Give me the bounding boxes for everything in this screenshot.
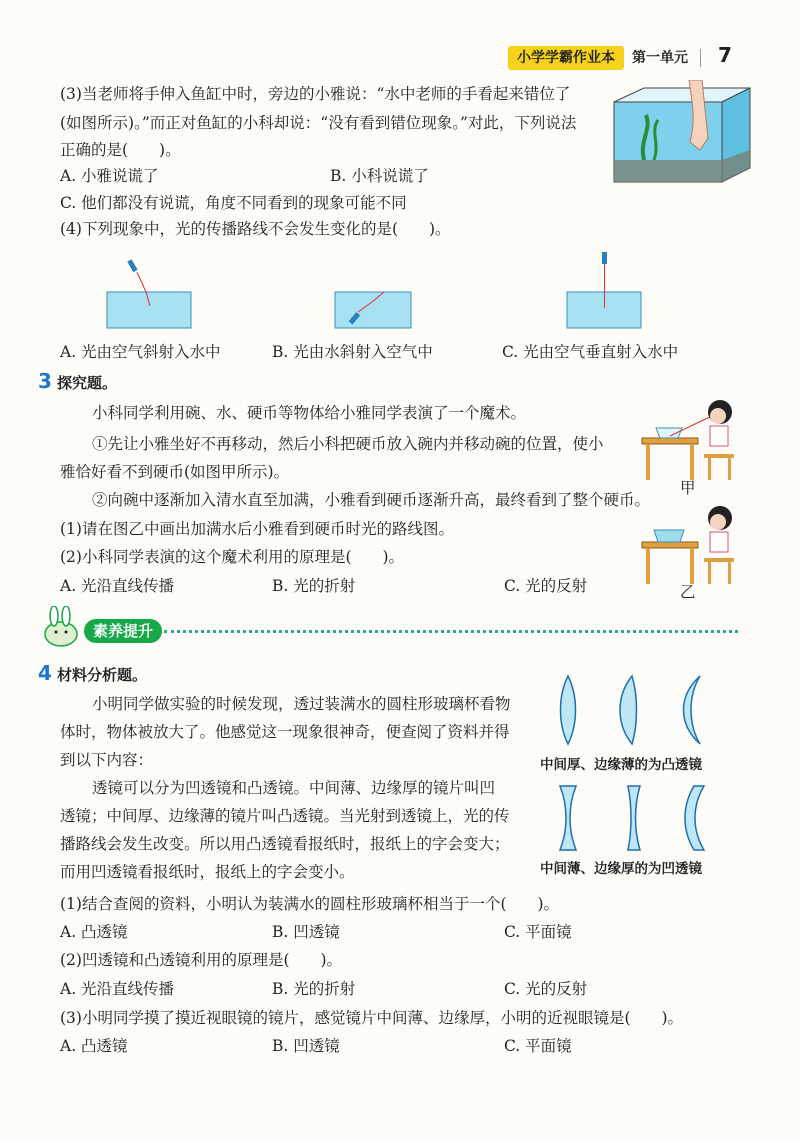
sec3-option-c[interactable]: C. 光的反射 [504, 577, 588, 595]
sec4-paragraph-1b: 体时，物体被放大了。他感觉这一现象很神奇，便查阅了资料并得 [60, 723, 510, 741]
convex-lens-caption: 中间厚、边缘薄的为凸透镜 [540, 757, 702, 773]
sec4-paragraph-2b: 透镜；中间厚、边缘薄的镜片叫凸透镜。当光射到透镜上，光的传 [60, 807, 510, 825]
q3-stem-line3: 正确的是( )。 [60, 141, 181, 159]
sec4-q3-option-a[interactable]: A. 凸透镜 [60, 1037, 128, 1055]
sec4-q1-option-b[interactable]: B. 凹透镜 [272, 923, 340, 941]
figure-yi-illustration [638, 496, 738, 588]
sec4-paragraph-2d: 而用凹透镜看报纸时，报纸上的字会变小。 [60, 863, 355, 881]
sec4-q3-option-c[interactable]: C. 平面镜 [504, 1037, 572, 1055]
q3-option-c[interactable]: C. 他们都没有说谎，角度不同看到的现象可能不同 [60, 194, 407, 212]
sec3-question-2: (2)小科同学表演的这个魔术利用的原理是( )。 [60, 548, 405, 566]
q3-stem-line2: (如图所示)。”而正对鱼缸的小科却说：“没有看到错位现象。”对此，下列说法 [60, 114, 577, 132]
diagram-b-water-to-air [334, 254, 414, 330]
sec3-option-a[interactable]: A. 光沿直线传播 [60, 577, 175, 595]
rabbit-mascot-icon [36, 606, 86, 648]
sec4-q2-option-b[interactable]: B. 光的折射 [272, 980, 356, 998]
section-banner-label: 素养提升 [84, 619, 162, 643]
figure-yi-label: 乙 [680, 583, 696, 601]
q4-stem: (4)下列现象中，光的传播路线不会发生变化的是( )。 [60, 220, 451, 238]
figure-jia-illustration [638, 392, 738, 484]
sec4-paragraph-1c: 到以下内容： [60, 751, 154, 769]
sec4-question-1: (1)结合查阅的资料，小明认为装满水的圆柱形玻璃杯相当于一个( )。 [60, 895, 560, 913]
q4-option-c[interactable]: C. 光由空气垂直射入水中 [502, 343, 679, 361]
sec4-question-3: (3)小明同学摸了摸近视眼镜的镜片，感觉镜片中间薄、边缘厚，小明的近视眼镜是( )。 [60, 1009, 684, 1027]
sec3-paragraph-3: ②向碗中逐渐加入清水直至加满，小雅看到硬币逐渐升高，最终看到了整个硬币。 [92, 491, 651, 509]
sec4-paragraph-2a: 透镜可以分为凹透镜和凸透镜。中间薄、边缘厚的镜片叫凹 [92, 779, 496, 797]
sec3-question-1: (1)请在图乙中画出加满水后小雅看到硬币时光的路线图。 [60, 520, 454, 538]
sec4-q2-option-c[interactable]: C. 光的反射 [504, 980, 588, 998]
diagram-c-vertical [566, 250, 642, 330]
section-3-number: 3 [38, 369, 52, 393]
sec4-paragraph-2c: 播路线会发生改变。所以用凸透镜看报纸时，报纸上的字会变大； [60, 835, 510, 853]
sec4-question-2: (2)凹透镜和凸透镜利用的原理是( )。 [60, 951, 343, 969]
sec4-paragraph-1a: 小明同学做实验的时候发现，透过装满水的圆柱形玻璃杯看物 [92, 695, 511, 713]
sec3-paragraph-2b: 雅恰好看不到硬币(如图甲所示)。 [60, 463, 290, 481]
section-3-title: 探究题。 [57, 374, 118, 392]
concave-lenses-illustration [548, 784, 728, 854]
unit-label: 第一单元 [632, 50, 688, 66]
fish-tank-illustration [604, 80, 752, 186]
concave-lens-caption: 中间薄、边缘厚的为凹透镜 [540, 861, 702, 877]
sec3-paragraph-1: 小科同学利用碗、水、硬币等物体给小雅同学表演了一个魔术。 [92, 404, 527, 422]
section-4-title: 材料分析题。 [57, 666, 148, 684]
book-title-badge: 小学学霸作业本 [508, 46, 624, 70]
q4-option-a[interactable]: A. 光由空气斜射入水中 [60, 343, 221, 361]
q3-option-b[interactable]: B. 小科说谎了 [330, 167, 429, 185]
section-4-number: 4 [38, 661, 52, 685]
q4-option-b[interactable]: B. 光由水斜射入空气中 [272, 343, 433, 361]
sec3-option-b[interactable]: B. 光的折射 [272, 577, 356, 595]
q3-stem-line1: (3)当老师将手伸入鱼缸中时，旁边的小雅说：“水中老师的手看起来错位了 [60, 85, 571, 103]
sec4-q1-option-a[interactable]: A. 凸透镜 [60, 923, 128, 941]
header-divider [700, 49, 701, 67]
sec4-q1-option-c[interactable]: C. 平面镜 [504, 923, 572, 941]
sec3-paragraph-2a: ①先让小雅坐好不再移动，然后小科把硬币放入碗内并移动碗的位置，使小 [92, 435, 604, 453]
figure-jia-label: 甲 [680, 479, 696, 497]
banner-dotted-rule [164, 630, 738, 633]
convex-lenses-illustration [548, 672, 728, 748]
sec4-q3-option-b[interactable]: B. 凹透镜 [272, 1037, 340, 1055]
diagram-a-air-to-water [106, 254, 192, 330]
sec4-q2-option-a[interactable]: A. 光沿直线传播 [60, 980, 175, 998]
q3-option-a[interactable]: A. 小雅说谎了 [60, 167, 159, 185]
page-number: 7 [718, 43, 732, 67]
